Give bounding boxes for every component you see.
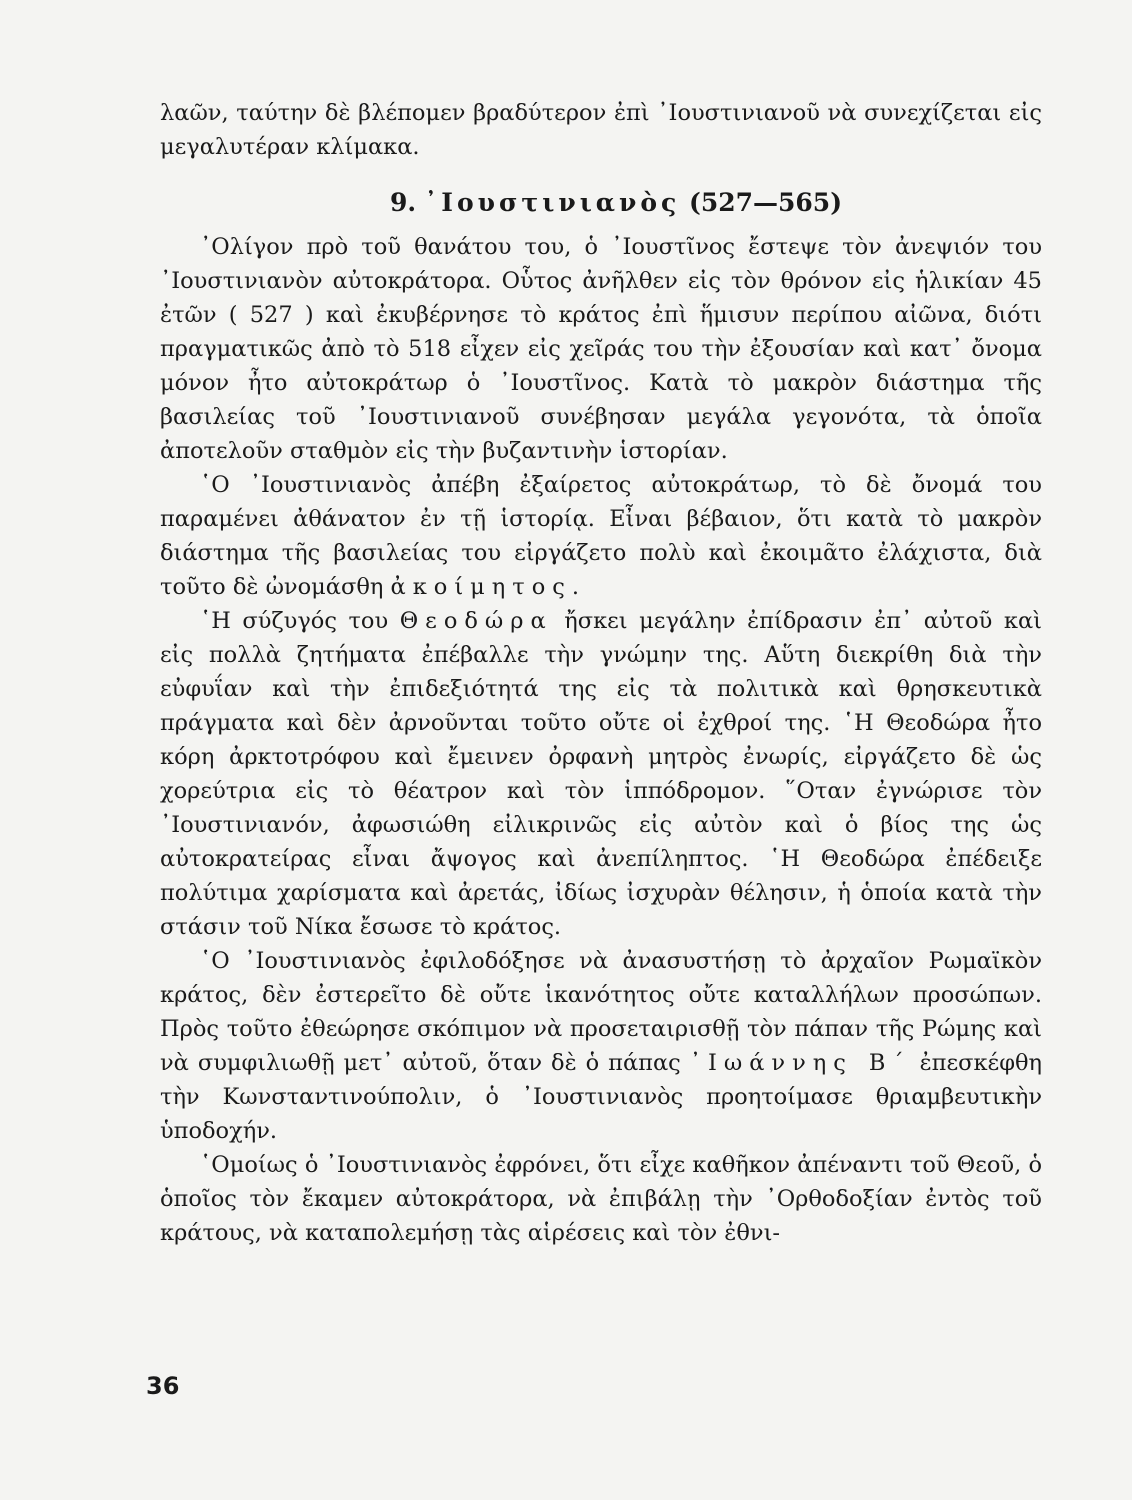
name-theodora: Θεοδώρα xyxy=(399,608,553,634)
paragraph-orthodoxy: ῾Ομοίως ὁ ᾽Ιουστινιανὸς ἐφρόνει, ὅτι εἶχε καθῆκον ἀπέναντι τοῦ Θεοῦ, ὁ ὁποῖος τὸν ἔκαμεν αὐτοκράτορα, νὰ ἐπιβάλῃ τὴν ᾽Ορθοδοξίαν ἐντὸς τοῦ κράτους, νὰ καταπολεμήσῃ τὰς αἱρέσεις καὶ τὸν ἐθνι- xyxy=(160,1152,1042,1246)
name-ioannis: ᾽Ιωάννης Β΄ xyxy=(689,1050,911,1076)
paragraph-rome-end: ἐπεσκέφθη τὴν Κωνσταντινούπολιν, ὁ ᾽Ιουστινιανὸς προητοίμασε θριαμβευτικὴν ὑποδοχήν. xyxy=(160,1050,1042,1144)
paragraph-emperor-end: . xyxy=(571,574,579,600)
paragraph-rome xyxy=(160,944,1042,1148)
paragraph-theodora-start: ῾Η σύζυγός του xyxy=(200,608,400,634)
section-title: ᾽Ιουστινιανὸς xyxy=(424,188,681,217)
paragraph-theodora-end: ἤσκει μεγάλην ἐπίδρασιν ἐπ᾽ αὐτοῦ καὶ εἰς πολλὰ ζητήματα ἐπέβαλλε τὴν γνώμην της. Αὕτη διεκρίθη διὰ τὴν εὐφυΐαν καὶ τὴν ἐπιδεξιότητά της εἰς τὰ πολιτικὰ καὶ θρησκευτικὰ πράγματα καὶ δὲν ἀρνοῦνται τοῦτο οὔτε οἱ ἐχθροί της. ῾Η Θεοδώρα ἦτο κόρη ἀρκτοτρόφου καὶ ἔμεινεν ὀρφανὴ μητρὸς ἐνωρίς, εἰργάζετο δὲ ὡς χορεύτρια εἰς τὸ θέατρον καὶ τὸν ἱππόδρομον. ῞Οταν ἐγνώρισε τὸν ᾽Ιουστινιανόν, ἀφωσιώθη εἰλικρινῶς εἰς αὐτὸν καὶ ὁ βίος της ὡς αὐτοκρατείρας εἶναι ἄψογος καὶ ἀνεπίληπτος. ῾Η Θεοδώρα ἐπέδειξε πολύτιμα χαρίσματα καὶ ἀρετάς, ἰδίως ἰσχυρὰν θέλησιν, ἡ ὁποία κατὰ τὴν στάσιν τοῦ Νίκα ἔσωσε τὸ κράτος. xyxy=(160,608,1042,940)
paragraph-emperor-start: ῾Ο ᾽Ιουστινιανὸς ἀπέβη ἐξαίρετος αὐτοκράτωρ, τὸ δὲ ὄνομά του παραμένει ἀθάνατον ἐν τῇ ἱστορίᾳ. Εἶναι βέβαιον, ὅτι κατὰ τὸ μακρὸν διάστημα τῆς βασιλείας του εἰργάζετο πολὺ καὶ ἐκοιμᾶτο ἐλάχιστα, διὰ τοῦτο δὲ ὠνομάσθη xyxy=(160,472,1042,600)
page-number: 36 xyxy=(146,1372,180,1400)
paragraph-accession: ᾽Ολίγον πρὸ τοῦ θανάτου του, ὁ ᾽Ιουστῖνος ἔστεψε τὸν ἀνεψιόν του ᾽Ιουστινιανὸν αὐτοκράτορα. Οὗτος ἀνῆλθεν εἰς τὸν θρόνον εἰς ἡλικίαν 45 ἐτῶν ( 527 ) καὶ ἐκυβέρνησε τὸ κράτος ἐπὶ ἥμισυν περίπου αἰῶνα, διότι πραγματικῶς ἀπὸ τὸ 518 εἶχεν εἰς χεῖράς του τὴν ἐξουσίαν καὶ κατ᾽ ὄνομα μόνον ἦτο αὐτοκράτωρ ὁ ᾽Ιουστῖνος. Κατὰ τὸ μακρὸν διάστημα τῆς βασιλείας τοῦ ᾽Ιουστινιανοῦ συνέβησαν μεγάλα γεγονότα, τὰ ὁποῖα ἀποτελοῦν σταθμὸν εἰς τὴν βυζαντινὴν ἱστορίαν. xyxy=(160,234,1042,464)
paragraph-theodora xyxy=(160,604,1042,944)
paragraph-rome-start: ῾Ο ᾽Ιουστινιανὸς ἐφιλοδόξησε νὰ ἀνασυστήσῃ τὸ ἀρχαῖον Ρωμαϊκὸν κράτος, δὲν ἐστερεῖτο δὲ οὔτε ἱκανότητος οὔτε καταλλήλων προσώπων. Πρὸς τοῦτο ἐθεώρησε σκόπιμον νὰ προσεταιρισθῇ τὸν πάπαν τῆς Ρώμης καὶ νὰ συμφιλιωθῇ μετ᾽ αὐτοῦ, ὅταν δὲ ὁ πάπας xyxy=(160,948,1042,1076)
section-number: 9. xyxy=(389,188,417,217)
section-heading xyxy=(160,186,1042,220)
epithet-akoimitos: ἀκοίμητος xyxy=(390,574,572,600)
page-body xyxy=(160,96,1042,1250)
continuation-paragraph: λαῶν, ταύτην δὲ βλέπομεν βραδύτερον ἐπὶ ᾽Ιουστινιανοῦ νὰ συνεχίζεται εἰς μεγαλυτέραν κλίμακα. xyxy=(160,100,1042,160)
paragraph-emperor xyxy=(160,468,1042,604)
section-years: (527—565) xyxy=(689,188,843,217)
